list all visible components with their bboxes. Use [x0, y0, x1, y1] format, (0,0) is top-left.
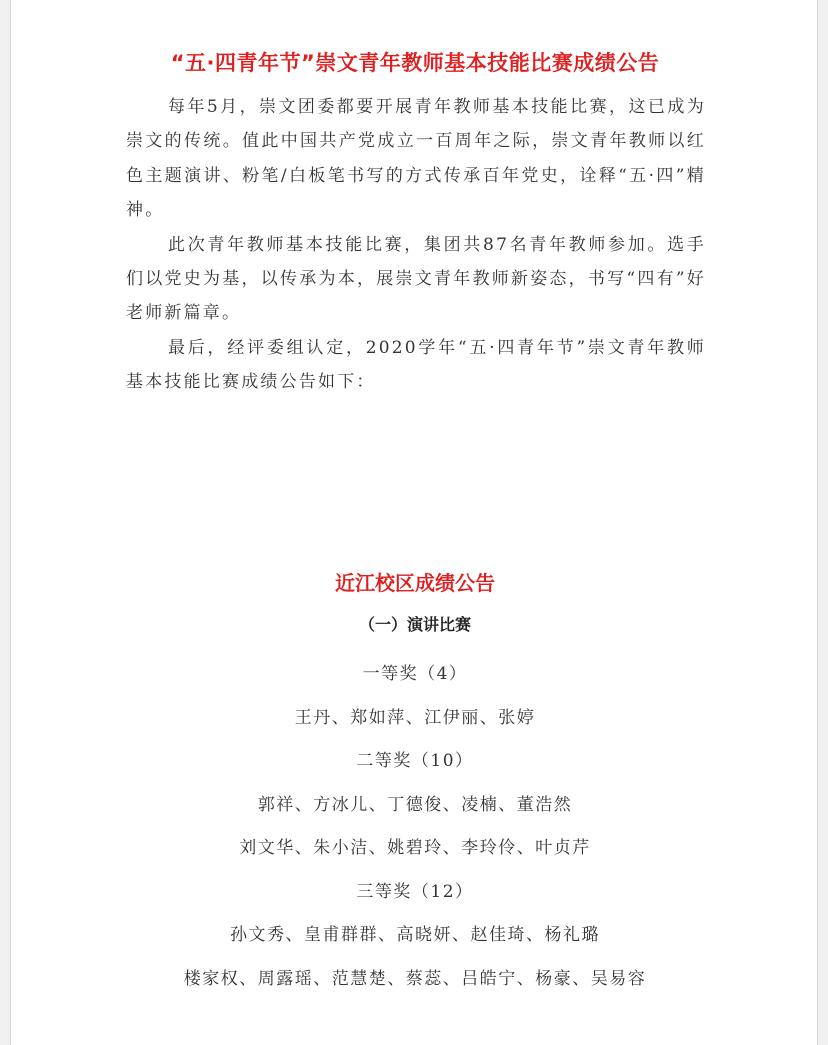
third-prize-label: 三等奖（12）	[356, 881, 474, 902]
document-body	[126, 90, 706, 400]
awards-list	[11, 653, 819, 1001]
second-prize-label: 二等奖（10）	[356, 751, 474, 771]
document-page	[10, 0, 818, 1045]
subsection-title: （一）演讲比赛	[358, 615, 471, 634]
section-title: 近江校区成绩公告	[335, 571, 495, 595]
third-prize-names: 楼家权、周露瑶、范慧楚、蔡蕊、吕皓宁、杨豪、吴易容	[183, 968, 647, 989]
paragraph-intro: 每年5月，崇文团委都要开展青年教师基本技能比赛，这已成为崇文的传统。值此中国共产党成立一百周年之际，崇文青年教师以红色主题演讲、粉笔/白板笔书写的方式传承百年党史，诠释“五·四”精神。	[126, 97, 706, 221]
second-prize-names: 刘文华、朱小洁、姚碧玲、李玲伶、叶贞芹	[239, 838, 591, 858]
paragraph-announcement: 最后，经评委组认定，2020学年“五·四青年节”崇文青年教师基本技能比赛成绩公告如下：	[126, 337, 706, 393]
paragraph-participation: 此次青年教师基本技能比赛，集团共87名青年教师参加。选手们以党史为基，以传承为本，展崇文青年教师新姿态，书写“四有”好老师新篇章。	[126, 234, 706, 324]
second-prize-names: 郭祥、方冰儿、丁德俊、凌楠、董浩然	[257, 794, 573, 815]
first-prize-names: 王丹、郑如萍、江伊丽、张婷	[294, 707, 536, 728]
document-title: “五·四青年节”崇文青年教师基本技能比赛成绩公告	[170, 51, 660, 75]
third-prize-names: 孙文秀、皇甫群群、高晓妍、赵佳琦、杨礼璐	[230, 925, 600, 945]
first-prize-label: 一等奖（4）	[362, 664, 468, 684]
